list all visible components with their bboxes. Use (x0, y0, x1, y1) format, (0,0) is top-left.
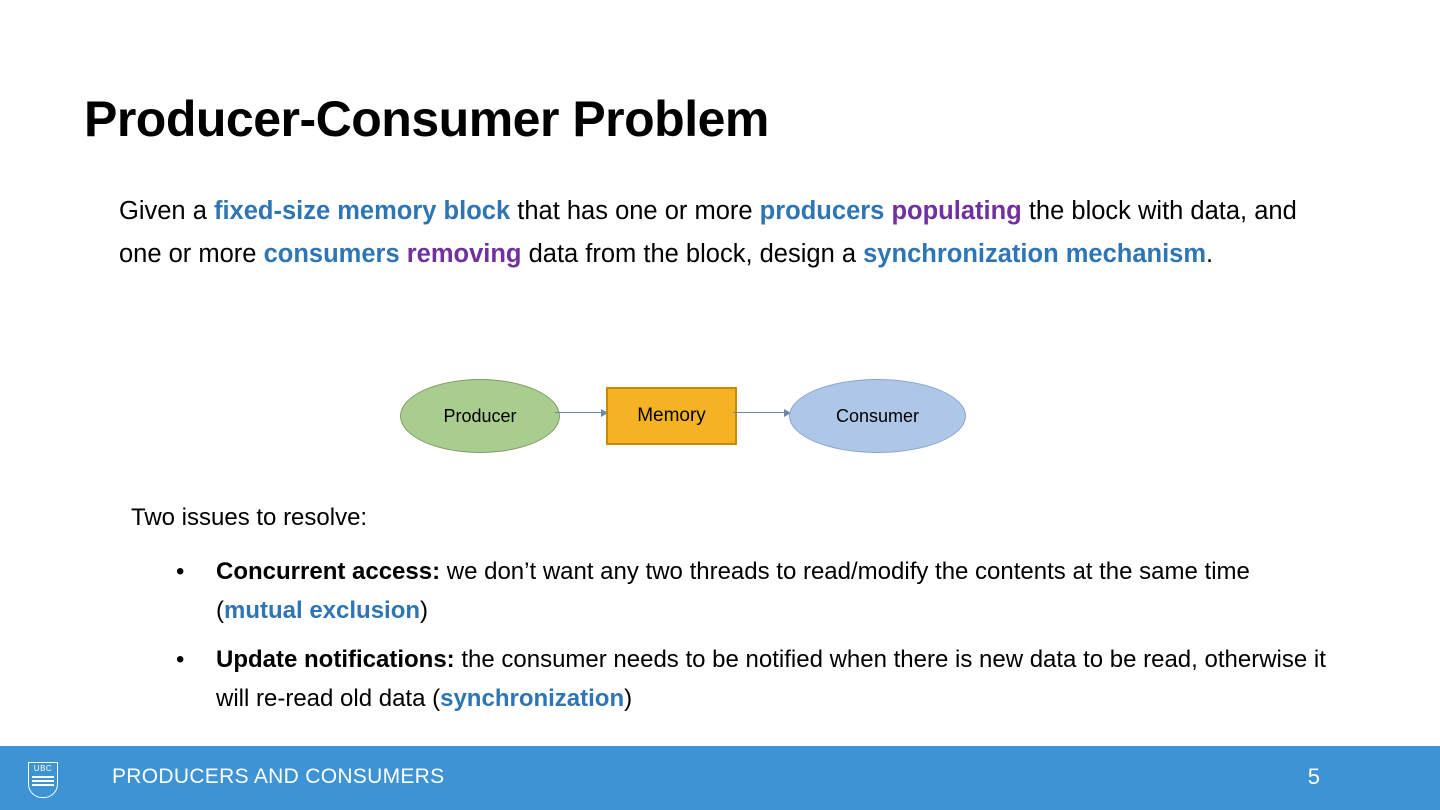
intro-text-5: . (1206, 240, 1214, 268)
list-item (168, 640, 1328, 718)
bullet-1-text-2: ) (420, 597, 429, 624)
ubc-logo-text: UBC (33, 764, 53, 773)
intro-highlight-synchronization-mechanism: synchronization mechanism (863, 240, 1207, 268)
issues-lead-text: Two issues to resolve: (131, 504, 368, 531)
diagram-node-producer-label: Producer (443, 405, 517, 426)
intro-text-2: that has one or more (510, 197, 760, 225)
bullet-marker-icon: • (176, 558, 185, 585)
bullet-2-label: Update notifications: (216, 646, 455, 673)
diagram-node-consumer-label: Consumer (835, 405, 920, 426)
issues-bullet-list (168, 552, 1328, 728)
bullet-1-label: Concurrent access: (216, 558, 441, 585)
intro-highlight-populating: populating (891, 197, 1022, 225)
page-title: Producer-Consumer Problem (84, 91, 769, 147)
producer-consumer-diagram (395, 375, 975, 455)
bullet-marker-icon: • (176, 646, 185, 673)
slide-footer (0, 746, 1440, 810)
footer-page-number: 5 (1307, 764, 1320, 789)
bullet-1-highlight: mutual exclusion (224, 597, 421, 624)
diagram-node-memory-label: Memory (637, 405, 706, 426)
list-item (168, 552, 1328, 630)
bullet-1-text-1: we don’t want any two threads to read/modify the contents at the same time ( (216, 558, 1250, 624)
bullet-2-highlight: synchronization (440, 685, 625, 712)
intro-highlight-consumers: consumers (263, 240, 407, 268)
bullet-2-text-1: the consumer needs to be notified when there is new data to be read, otherwise it will re-read old data ( (216, 646, 1326, 712)
diagram-node-producer (400, 379, 560, 453)
intro-highlight-removing: removing (406, 240, 522, 268)
intro-highlight-producers: producers (759, 197, 892, 225)
intro-paragraph (119, 190, 1319, 276)
bullet-2-text-2: ) (624, 685, 633, 712)
intro-highlight-fixed-size-memory-block: fixed-size memory block (213, 197, 511, 225)
arrow-producer-to-memory-icon (555, 412, 607, 414)
intro-text-3: the block with data, and one or more (119, 197, 1297, 268)
footer-divider (0, 742, 1440, 746)
arrow-memory-to-consumer-icon (733, 412, 790, 414)
ubc-logo-icon (24, 758, 62, 802)
diagram-node-memory (606, 387, 737, 445)
intro-text-4: data from the block, design a (521, 240, 864, 268)
footer-section-label: PRODUCERS AND CONSUMERS (112, 765, 445, 788)
diagram-node-consumer (789, 379, 966, 453)
intro-text-1: Given a (119, 197, 214, 225)
